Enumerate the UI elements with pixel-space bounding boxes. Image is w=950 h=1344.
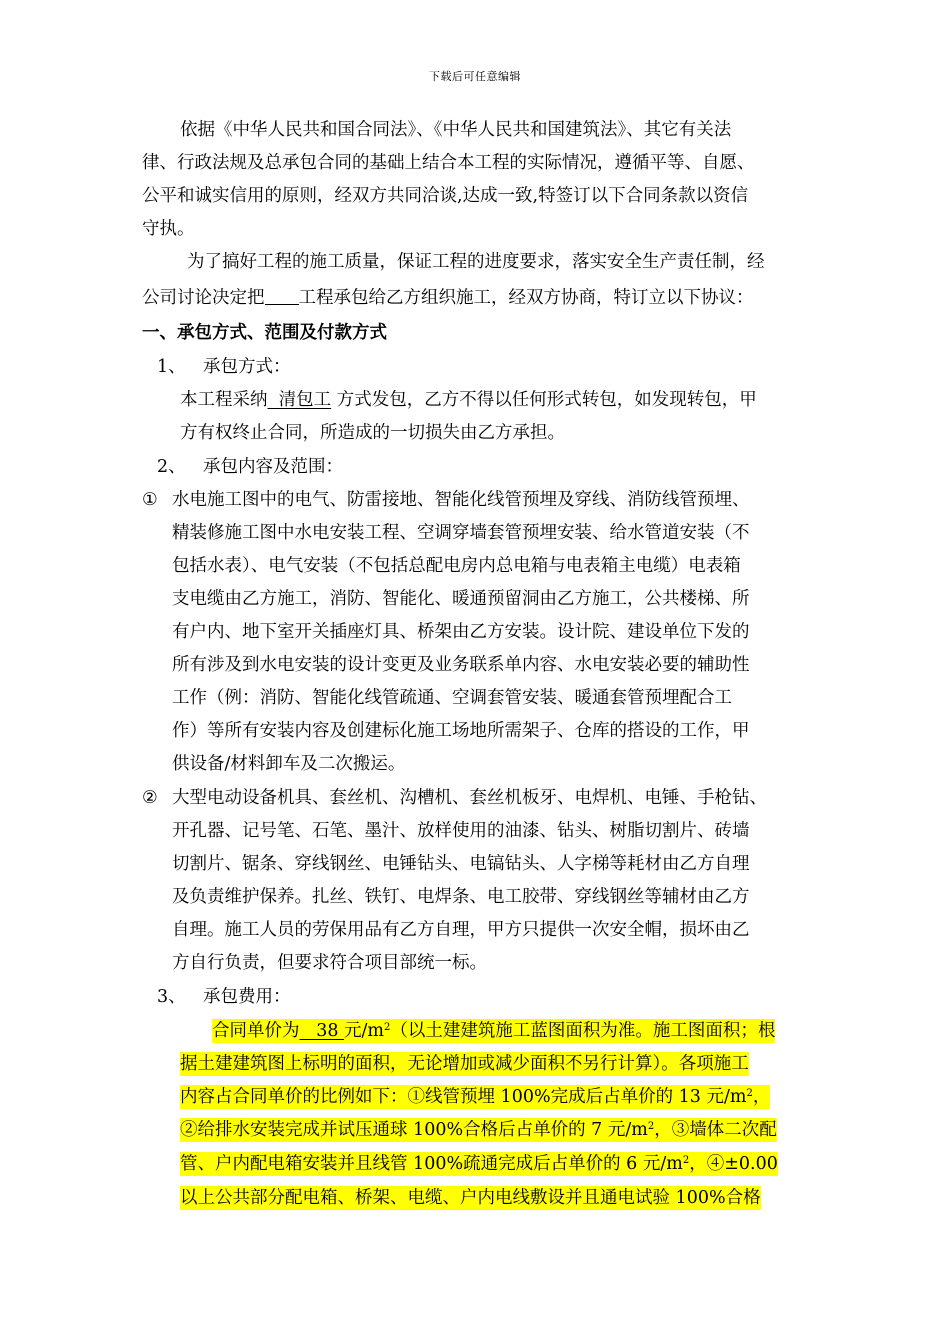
intro-p2-line2-start: 公司讨论决定把 [142,288,265,308]
fee-line4 [180,1118,777,1142]
fee-line3-end: ， [752,1087,771,1107]
item1-line2: 方有权终止合同，所造成的一切损失由乙方承担。 [180,423,565,443]
project-name-blank [265,286,299,305]
item2-label: 承包内容及范围： [203,457,343,477]
item2-clause1-line1: 水电施工图中的电气、防雷接地、智能化线管预埋及穿线、消防线管预埋、 [172,490,750,510]
item2-clause2-line6: 方自行负责，但要求符合项目部统一标。 [172,953,487,973]
fee-line5-sup: 2 [682,1155,690,1166]
fee-line1-start: 合同单价为 [212,1021,300,1041]
fee-line2: 据土建建筑图上标明的面积，无论增加或减少面积不另行计算）。各项施工 [180,1054,749,1074]
intro-p1-line3: 公平和诚实信用的原则，经双方共同洽谈,达成一致,特签订以下合同条款以资信 [142,186,749,206]
fee-line5 [180,1152,778,1176]
item1-line1 [180,388,757,412]
section1-title: 一、承包方式、范围及付款方式 [142,323,387,343]
item2-clause2-line1: 大型电动设备机具、套丝机、沟槽机、套丝机板牙、电焊机、电锤、手枪钻、 [172,788,767,808]
item2-clause1-line7: 工作（例：消防、智能化线管疏通、空调套管安装、暖通套管预埋配合工 [172,688,732,708]
unit-price-value: 38 [299,1021,345,1041]
fee-line3-text: 内容占合同单价的比例如下：①线管预埋 100%完成后占单价的 13 元/m [180,1087,747,1107]
page-header: 下载后可任意编辑 [429,70,521,83]
contract-mode-value: 清包工 [267,390,332,410]
fee-line5-end: ，④±0.00 [689,1154,778,1174]
item1-label: 承包方式： [203,357,291,377]
fee-line5-text: 管、户内配电箱安装并且线管 100%疏通完成后占单价的 6 元/m [180,1154,683,1174]
item2-clause1-line6: 所有涉及到水电安装的设计变更及业务联系单内容、水电安装必要的辅助性 [172,655,750,675]
item1-line1-start: 本工程采纳 [180,390,268,410]
item2-clause1-line8: 作）等所有安装内容及创建标化施工场地所需架子、仓库的搭设的工作，甲 [172,721,750,741]
item2-clause2-line4: 及负责维护保养。扎丝、铁钉、电焊条、电工胶带、穿线钢丝等辅材由乙方 [172,887,750,907]
item3-number: 3、 [157,987,186,1007]
intro-p2-line2-end: 工程承包给乙方组织施工，经双方协商，特订立以下协议： [298,288,754,308]
item2-clause1-line9: 供设备/材料卸车及二次搬运。 [172,754,406,774]
item2-clause2-line5: 自理。施工人员的劳保用品有乙方自理，甲方只提供一次安全帽，损坏由乙 [172,920,750,940]
fee-line1-end: （以土建建筑施工蓝图面积为准。施工图面积；根 [390,1021,776,1041]
fee-line3 [180,1085,770,1109]
item2-clause1-line4: 支电缆由乙方施工，消防、智能化、暖通预留洞由乙方施工，公共楼梯、所 [172,589,750,609]
intro-p1-line2: 律、行政法规及总承包合同的基础上结合本工程的实际情况，遵循平等、自愿、 [142,153,755,173]
fee-line4-sup: 2 [647,1121,655,1132]
item2-clause2-mark: ② [142,788,158,808]
fee-line1-unit: 元/m [344,1021,385,1041]
intro-p1-line4: 守执。 [142,219,195,239]
fee-line4-text: ②给排水安装完成并试压通球 100%合格后占单价的 7 元/m [180,1120,648,1140]
fee-line1-sup: 2 [384,1022,391,1033]
fee-line3-sup: 2 [746,1088,753,1099]
fee-line1 [212,1019,775,1043]
intro-p2-line1: 为了搞好工程的施工质量，保证工程的进度要求，落实安全生产责任制，经 [187,252,765,272]
item3-label: 承包费用： [203,987,291,1007]
fee-line4-end: ，③墙体二次配 [654,1120,777,1140]
item2-clause1-line3: 包括水表）、电气安装（不包括总配电房内总电箱与电表箱主电缆）电表箱 [172,556,741,576]
intro-p2-line2 [142,286,754,310]
fee-line6: 以上公共部分配电箱、桥架、电缆、户内电线敷设并且通电试验 100%合格 [180,1188,761,1208]
item1-number: 1、 [157,357,186,377]
item2-number: 2、 [157,457,186,477]
item2-clause2-line2: 开孔器、记号笔、石笔、墨汁、放样使用的油漆、钻头、树脂切割片、砖墙 [172,821,750,841]
intro-p1-line1: 依据《中华人民共和国合同法》、《中华人民共和国建筑法》、其它有关法 [180,120,732,140]
item2-clause1-line5: 有户内、地下室开关插座灯具、桥架由乙方安装。设计院、建设单位下发的 [172,622,750,642]
item1-line1-end: 方式发包，乙方不得以任何形式转包，如发现转包，甲 [331,390,757,410]
item2-clause1-mark: ① [142,490,158,510]
item2-clause2-line3: 切割片、锯条、穿线钢丝、电锤钻头、电镐钻头、人字梯等耗材由乙方自理 [172,854,750,874]
item2-clause1-line2: 精装修施工图中水电安装工程、空调穿墙套管预埋安装、给水管道安装（不 [172,523,750,543]
